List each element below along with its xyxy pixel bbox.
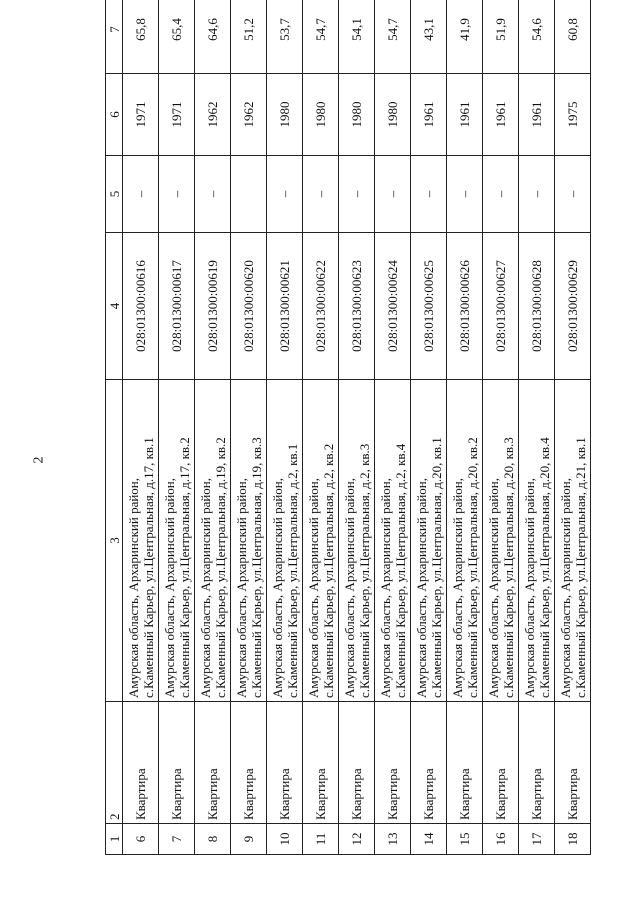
year-built: 1980 xyxy=(375,74,411,156)
table-row xyxy=(159,0,195,855)
cadastral-number: 028:01300:00619 xyxy=(195,233,231,380)
address-line-2: с.Каменный Карьер, ул.Центральная, д.19, кв.2 xyxy=(212,437,228,698)
address-line-2: с.Каменный Карьер, ул.Центральная, д.2, кв.1 xyxy=(284,443,300,698)
cadastral-number: 028:01300:00626 xyxy=(447,233,483,380)
column-5-value: – xyxy=(123,156,159,233)
table-row xyxy=(519,0,555,855)
row-number: 9 xyxy=(231,824,267,855)
object-type: Квартира xyxy=(267,702,303,824)
object-type: Квартира xyxy=(339,702,375,824)
address-line-1: Амурская область, Архаринский район, xyxy=(305,477,321,698)
header-col-5: 5 xyxy=(106,156,123,233)
address xyxy=(375,380,411,702)
cadastral-number: 028:01300:00624 xyxy=(375,233,411,380)
table-row xyxy=(555,0,591,855)
object-type: Квартира xyxy=(123,702,159,824)
address xyxy=(411,380,447,702)
row-number: 17 xyxy=(519,824,555,855)
header-col-1: 1 xyxy=(106,824,123,855)
table-row xyxy=(195,0,231,855)
header-col-2: 2 xyxy=(106,702,123,824)
table-row xyxy=(303,0,339,855)
table-row xyxy=(483,0,519,855)
year-built: 1980 xyxy=(303,74,339,156)
row-number: 12 xyxy=(339,824,375,855)
column-5-value: – xyxy=(159,156,195,233)
year-built: 1961 xyxy=(519,74,555,156)
address xyxy=(555,380,591,702)
address-line-1: Амурская область, Архаринский район, xyxy=(161,477,177,698)
table-row xyxy=(411,0,447,855)
address-line-2: с.Каменный Карьер, ул.Центральная, д.20, кв.1 xyxy=(428,437,444,698)
address xyxy=(195,380,231,702)
address-line-1: Амурская область, Архаринский район, xyxy=(269,477,285,698)
address xyxy=(123,380,159,702)
table-row xyxy=(231,0,267,855)
row-number: 6 xyxy=(123,824,159,855)
year-built: 1980 xyxy=(267,74,303,156)
row-number: 13 xyxy=(375,824,411,855)
address-line-2: с.Каменный Карьер, ул.Центральная, д.20, кв.4 xyxy=(536,437,552,698)
area-value: 65,4 xyxy=(159,0,195,74)
area-value: 54,6 xyxy=(519,0,555,74)
row-number: 14 xyxy=(411,824,447,855)
cadastral-number: 028:01300:00622 xyxy=(303,233,339,380)
cadastral-number: 028:01300:00627 xyxy=(483,233,519,380)
address-line-1: Амурская область, Архаринский район, xyxy=(449,477,465,698)
cadastral-number: 028:01300:00629 xyxy=(555,233,591,380)
address-line-1: Амурская область, Архаринский район, xyxy=(485,477,501,698)
row-number: 10 xyxy=(267,824,303,855)
column-5-value: – xyxy=(447,156,483,233)
column-5-value: – xyxy=(195,156,231,233)
area-value: 64,6 xyxy=(195,0,231,74)
address-line-2: с.Каменный Карьер, ул.Центральная, д.21, кв.1 xyxy=(572,437,588,698)
area-value: 51,2 xyxy=(231,0,267,74)
object-type: Квартира xyxy=(375,702,411,824)
address xyxy=(483,380,519,702)
address-line-1: Амурская область, Архаринский район, xyxy=(557,477,573,698)
address xyxy=(231,380,267,702)
table-row xyxy=(375,0,411,855)
cadastral-number: 028:01300:00623 xyxy=(339,233,375,380)
address xyxy=(267,380,303,702)
object-type: Квартира xyxy=(555,702,591,824)
address-line-1: Амурская область, Архаринский район, xyxy=(377,477,393,698)
address-line-2: с.Каменный Карьер, ул.Центральная, д.17, кв.2 xyxy=(176,437,192,698)
object-type: Квартира xyxy=(411,702,447,824)
column-5-value: – xyxy=(267,156,303,233)
table-row xyxy=(267,0,303,855)
area-value: 41,9 xyxy=(447,0,483,74)
object-type: Квартира xyxy=(447,702,483,824)
address-line-1: Амурская область, Архаринский район, xyxy=(521,477,537,698)
area-value: 54,7 xyxy=(303,0,339,74)
object-type: Квартира xyxy=(195,702,231,824)
address-line-1: Амурская область, Архаринский район, xyxy=(413,477,429,698)
property-table xyxy=(105,0,591,855)
column-5-value xyxy=(231,156,267,233)
cadastral-number: 028:01300:00621 xyxy=(267,233,303,380)
address-line-2: с.Каменный Карьер, ул.Центральная, д.19, кв.3 xyxy=(248,437,264,698)
table-body xyxy=(123,0,591,855)
address xyxy=(339,380,375,702)
address xyxy=(519,380,555,702)
year-built: 1961 xyxy=(411,74,447,156)
column-5-value: – xyxy=(555,156,591,233)
page-number: 2 xyxy=(31,456,47,464)
area-value: 65,8 xyxy=(123,0,159,74)
row-number: 7 xyxy=(159,824,195,855)
column-5-value: – xyxy=(411,156,447,233)
address-line-2: с.Каменный Карьер, ул.Центральная, д.2, кв.2 xyxy=(320,443,336,698)
header-col-4: 4 xyxy=(106,233,123,380)
address-line-2: с.Каменный Карьер, ул.Центральная, д.20, кв.3 xyxy=(500,437,516,698)
cadastral-number: 028:01300:00628 xyxy=(519,233,555,380)
header-col-7: 7 xyxy=(106,0,123,74)
row-number: 15 xyxy=(447,824,483,855)
area-value: 54,1 xyxy=(339,0,375,74)
object-type: Квартира xyxy=(303,702,339,824)
year-built: 1962 xyxy=(195,74,231,156)
row-number: 11 xyxy=(303,824,339,855)
column-5-value: – xyxy=(303,156,339,233)
area-value: 60,8 xyxy=(555,0,591,74)
cadastral-number: 028:01300:00625 xyxy=(411,233,447,380)
area-value: 53,7 xyxy=(267,0,303,74)
header-row xyxy=(106,0,123,855)
address-line-1: Амурская область, Архаринский район, xyxy=(233,477,249,698)
year-built: 1971 xyxy=(159,74,195,156)
year-built: 1962 xyxy=(231,74,267,156)
column-5-value: – xyxy=(519,156,555,233)
address-line-2: с.Каменный Карьер, ул.Центральная, д.2, кв.4 xyxy=(392,443,408,698)
row-number: 16 xyxy=(483,824,519,855)
rotated-table-container xyxy=(105,18,588,855)
year-built: 1961 xyxy=(447,74,483,156)
cadastral-number: 028:01300:00616 xyxy=(123,233,159,380)
year-built: 1961 xyxy=(483,74,519,156)
year-built: 1975 xyxy=(555,74,591,156)
year-built: 1971 xyxy=(123,74,159,156)
object-type: Квартира xyxy=(231,702,267,824)
column-5-value: – xyxy=(339,156,375,233)
area-value: 51,9 xyxy=(483,0,519,74)
cadastral-number: 028:01300:00617 xyxy=(159,233,195,380)
address xyxy=(159,380,195,702)
area-value: 43,1 xyxy=(411,0,447,74)
address-line-1: Амурская область, Архаринский район, xyxy=(197,477,213,698)
address-line-2: с.Каменный Карьер, ул.Центральная, д.17, кв.1 xyxy=(140,437,156,698)
cadastral-number: 028:01300:00620 xyxy=(231,233,267,380)
address-line-2: с.Каменный Карьер, ул.Центральная, д.20, кв.2 xyxy=(464,437,480,698)
object-type: Квартира xyxy=(483,702,519,824)
address-line-1: Амурская область, Архаринский район, xyxy=(341,477,357,698)
address xyxy=(447,380,483,702)
object-type: Квартира xyxy=(519,702,555,824)
year-built: 1980 xyxy=(339,74,375,156)
address xyxy=(303,380,339,702)
table-row xyxy=(123,0,159,855)
address-line-1: Амурская область, Архаринский район, xyxy=(125,477,141,698)
table-row xyxy=(447,0,483,855)
object-type: Квартира xyxy=(159,702,195,824)
table-row xyxy=(339,0,375,855)
row-number: 18 xyxy=(555,824,591,855)
row-number: 8 xyxy=(195,824,231,855)
area-value: 54,7 xyxy=(375,0,411,74)
address-line-2: с.Каменный Карьер, ул.Центральная, д.2, кв.3 xyxy=(356,443,372,698)
column-5-value: – xyxy=(483,156,519,233)
column-5-value: – xyxy=(375,156,411,233)
header-col-3: 3 xyxy=(106,380,123,702)
header-col-6: 6 xyxy=(106,74,123,156)
